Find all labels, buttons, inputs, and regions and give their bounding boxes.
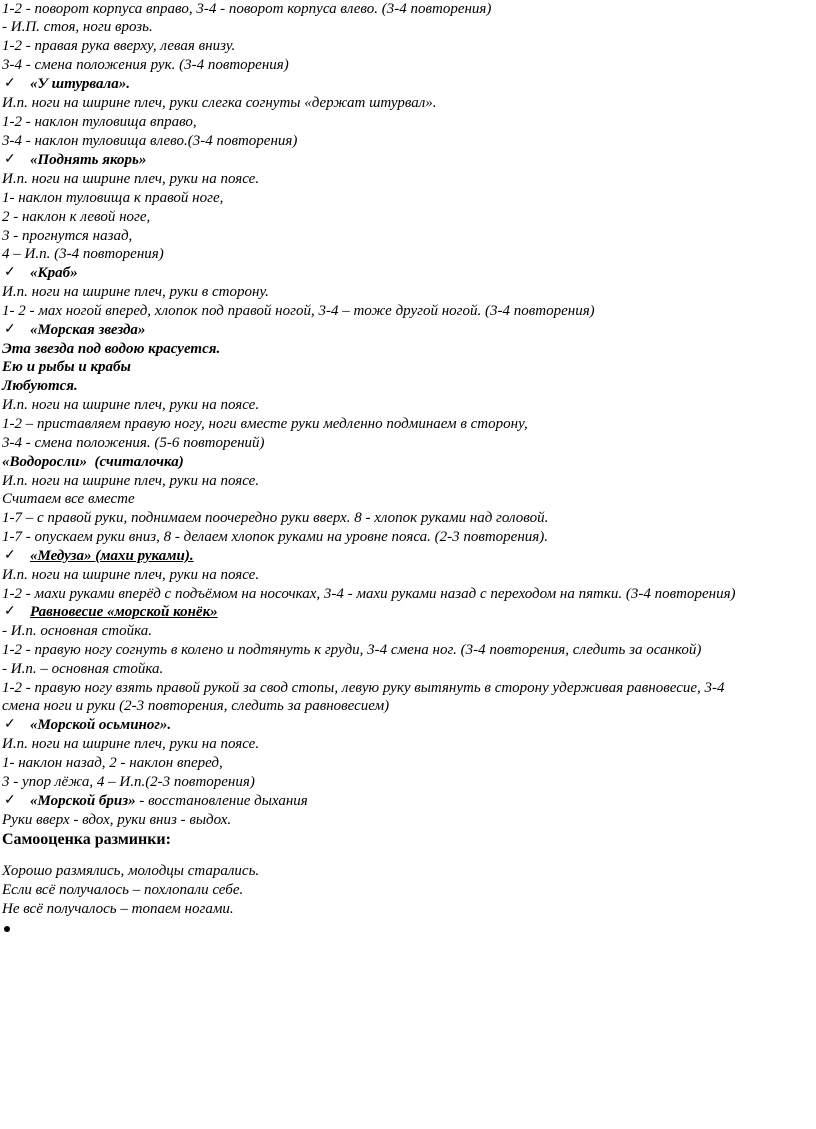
text-line: 1- 2 - мах ногой вперед, хлопок под правой ногой, 3-4 – тоже другой ногой. (3-4 повторения)	[2, 303, 595, 319]
text-line: - И.п. – основная стойка.	[2, 661, 164, 677]
exercise-heading-title: «Морской бриз»	[30, 793, 136, 809]
text-line: 1-7 - опускаем руки вниз, 8 - делаем хлопок руками на уровне пояса. (2-3 повторения).	[2, 529, 548, 545]
exercise-heading: «У штурвала».	[30, 76, 130, 92]
poem-line: Эта звезда под водою красуется.	[2, 341, 221, 357]
text-line: 1-2 - поворот корпуса вправо, 3-4 - поворот корпуса влево. (3-4 повторения)	[2, 1, 492, 17]
text-line: И.п. ноги на ширине плеч, руки на поясе.	[2, 171, 260, 187]
text-line: 1-2 - правая рука вверху, левая внизу.	[2, 38, 236, 54]
text-line: Считаем все вместе	[2, 491, 135, 507]
text-line: 1-2 - правую ногу взять правой рукой за свод стопы, левую руку вытянуть в сторону удерживая равновесие, 3-4	[2, 680, 725, 696]
exercise-heading: «Морская звезда»	[30, 322, 146, 338]
poem-line: Любуются.	[2, 378, 78, 394]
exercise-heading	[30, 792, 308, 810]
text-line: 3 - упор лёжа, 4 – И.п.(2-3 повторения)	[2, 774, 255, 790]
check-icon: ✓	[4, 322, 16, 337]
text-line: - И.п. основная стойка.	[2, 623, 152, 639]
check-icon: ✓	[4, 265, 16, 280]
text-line: И.п. ноги на ширине плеч, руки на поясе.	[2, 473, 260, 489]
text-line: 1-2 - наклон туловища вправо,	[2, 114, 197, 130]
text-line: 1-7 – с правой руки, поднимаем поочередно руки вверх. 8 - хлопок руками над головой.	[2, 510, 549, 526]
text-line: 2 - наклон к левой ноге,	[2, 209, 151, 225]
check-icon: ✓	[4, 793, 16, 808]
text-line: 1-2 - правую ногу согнуть в колено и подтянуть к груди, 3-4 смена ног. (3-4 повторения, следить за осанкой)	[2, 642, 702, 658]
text-line: И.п. ноги на ширине плеч, руки на поясе.	[2, 567, 260, 583]
text-line: И.п. ноги на ширине плеч, руки на поясе.	[2, 397, 260, 413]
text-line: Не всё получалось – топаем ногами.	[2, 901, 234, 917]
text-line: 1-2 - махи руками вперёд с подъёмом на носочках, 3-4 - махи руками назад с переходом на пятки. (3-4 повторения)	[2, 586, 736, 602]
exercise-heading: «Медуза» (махи руками).	[30, 548, 194, 564]
exercise-heading-subtitle: (считалочка)	[94, 454, 184, 470]
text-line: 3-4 - наклон туловища влево.(3-4 повторения)	[2, 133, 298, 149]
exercise-heading: Равновесие «морской конёк»	[30, 604, 218, 620]
check-icon: ✓	[4, 717, 16, 732]
text-line: Хорошо размялись, молодцы старались.	[2, 863, 260, 879]
text-line: 3-4 - смена положения рук. (3-4 повторения)	[2, 57, 289, 73]
exercise-heading: «Краб»	[30, 265, 78, 281]
exercise-heading-title: «Водоросли»	[2, 454, 87, 470]
text-line: Руки вверх - вдох, руки вниз - выдох.	[2, 812, 232, 828]
bullet-icon	[4, 926, 10, 932]
text-line: 3-4 - смена положения. (5-6 повторений)	[2, 435, 265, 451]
poem-line: Ею и рыбы и крабы	[2, 359, 131, 375]
text-line: Если всё получалось – похлопали себе.	[2, 882, 244, 898]
text-line: И.п. ноги на ширине плеч, руки в сторону.	[2, 284, 269, 300]
text-line: 4 – И.п. (3-4 повторения)	[2, 246, 164, 262]
text-line: И.п. ноги на ширине плеч, руки слегка согнуты «держат штурвал».	[2, 95, 437, 111]
check-icon: ✓	[4, 604, 16, 619]
text-line: 1- наклон туловища к правой ноге,	[2, 190, 224, 206]
exercise-heading-note: - восстановление дыхания	[135, 793, 308, 809]
text-line: - И.П. стоя, ноги врозь.	[2, 19, 153, 35]
exercise-heading: «Поднять якорь»	[30, 152, 147, 168]
check-icon: ✓	[4, 76, 16, 91]
check-icon: ✓	[4, 548, 16, 563]
text-line: 1- наклон назад, 2 - наклон вперед,	[2, 755, 223, 771]
section-title: Самооценка разминки:	[2, 831, 171, 848]
exercise-heading: «Морской осьминог».	[30, 717, 172, 733]
text-line: 1-2 – приставляем правую ногу, ноги вместе руки медленно подминаем в сторону,	[2, 416, 528, 432]
text-line: 3 - прогнутся назад,	[2, 228, 133, 244]
text-line: смена ноги и руки (2-3 повторения, следить за равновесием)	[2, 698, 390, 714]
check-icon: ✓	[4, 152, 16, 167]
exercise-heading	[2, 453, 184, 471]
text-line: И.п. ноги на ширине плеч, руки на поясе.	[2, 736, 260, 752]
